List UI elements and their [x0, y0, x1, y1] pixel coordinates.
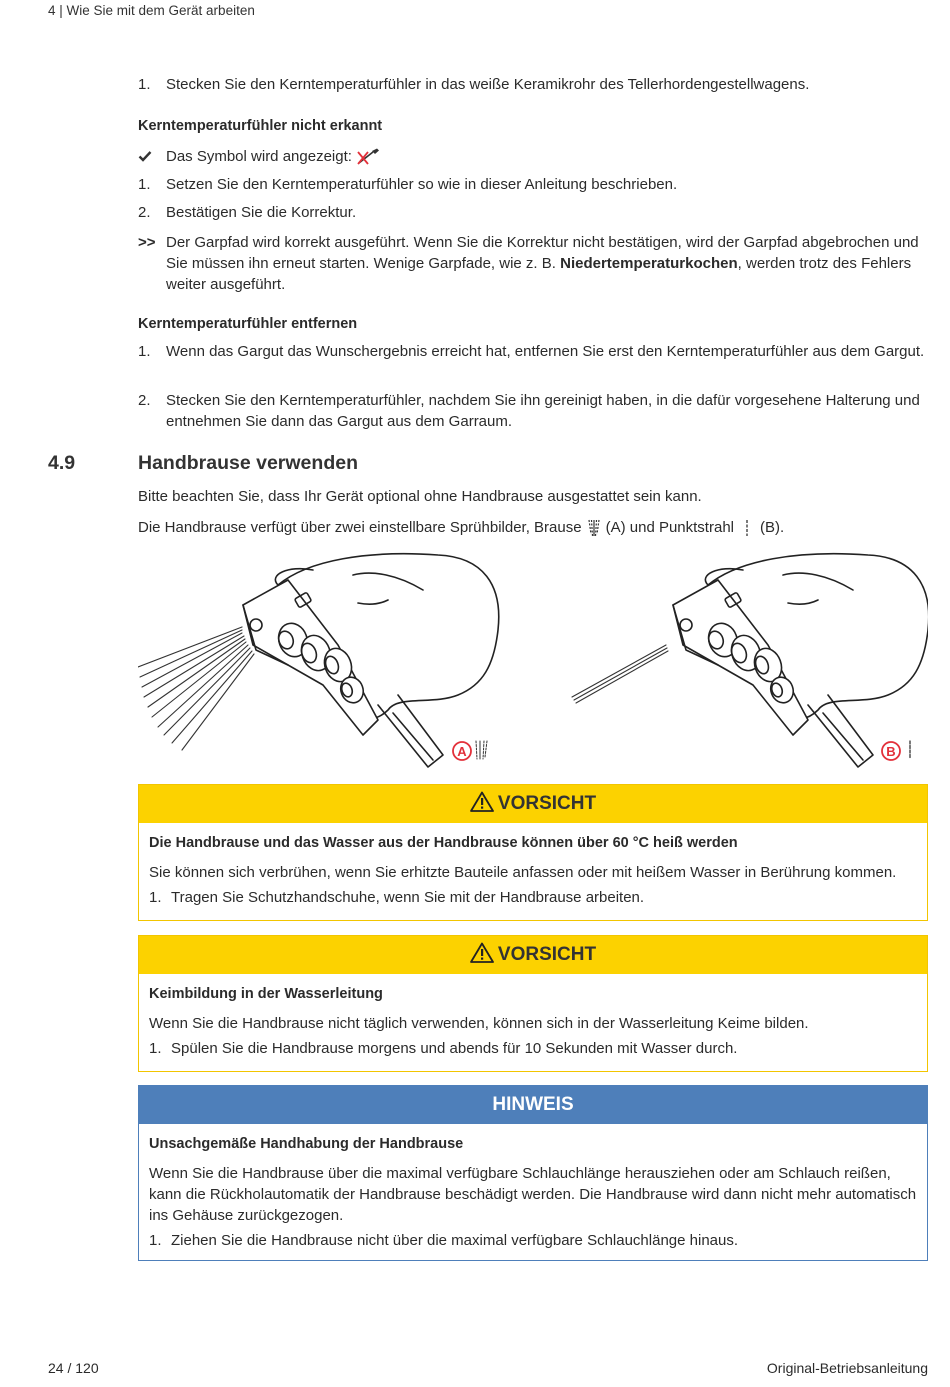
- notice-heading: Unsachgemäße Handhabung der Handbrause: [149, 1136, 464, 1152]
- page-number: 24 / 120: [48, 1360, 99, 1376]
- step-item: [138, 202, 928, 223]
- result-marker: >>: [138, 234, 156, 251]
- step-number: 2.: [138, 204, 151, 221]
- hand-shower-figure: [138, 545, 928, 773]
- result-item: [138, 232, 928, 295]
- warning-heading: Die Handbrause und das Wasser aus der Handbrause können über 60 °C heiß werden: [149, 835, 738, 851]
- warning-heading: Keimbildung in der Wasserleitung: [149, 986, 383, 1002]
- warning-text: Sie können sich verbrühen, wenn Sie erhitzte Bauteile anfassen oder mit heißem Wasser in Berührung kommen.: [149, 864, 897, 881]
- document-title: Original-Betriebsanleitung: [766, 1360, 928, 1376]
- result-text: Der Garpfad wird korrekt ausgeführt. Wenn Sie die Korrektur nicht bestätigen, wird der Garpfad abgebrochen und Sie müssen ihn erneut starten. Wenige Garpfade, wie z. B. Niedertemperaturkochen, werden trotz des Fehlers weiter ausgeführt.: [166, 234, 919, 293]
- notice-step: 1. Ziehen Sie die Handbrause nicht über die maximal verfügbare Schlauchlänge hinaus.: [149, 1232, 739, 1249]
- figure-label-b: B: [886, 744, 896, 759]
- probe-not-detected-icon: [356, 148, 380, 166]
- step-number: 2.: [138, 392, 151, 409]
- subheading-remove: Kerntemperaturfühler entfernen: [138, 316, 358, 332]
- subheading-not-detected: Kerntemperaturfühler nicht erkannt: [138, 118, 383, 134]
- warning-banner-text: VORSICHT: [497, 944, 597, 965]
- section-paragraph: Die Handbrause verfügt über zwei einstellbare Sprühbilder, Brause (A) und Punktstrahl (B).: [138, 519, 785, 536]
- warning-banner: [139, 936, 927, 974]
- warning-step: 1. Spülen Sie die Handbrause morgens und abends für 10 Sekunden mit Wasser durch.: [149, 1040, 738, 1057]
- step-item: [138, 341, 928, 362]
- warning-triangle-icon: [470, 942, 494, 963]
- warning-box-hot: [138, 784, 928, 921]
- intro-step: [138, 74, 928, 95]
- step-number: 1.: [138, 176, 151, 193]
- warning-banner-text: VORSICHT: [497, 793, 597, 814]
- result-bold-term: Niedertemperaturkochen: [560, 255, 738, 272]
- hand-shower-jet-illustration: [572, 554, 928, 767]
- notice-banner: HINWEIS: [139, 1086, 927, 1124]
- warning-text: Wenn Sie die Handbrause nicht täglich verwenden, können sich in der Wasserleitung Keime bilden.: [149, 1015, 809, 1032]
- step-text: Setzen Sie den Kerntemperaturfühler so wie in dieser Anleitung beschrieben.: [166, 176, 678, 193]
- hand-shower-spray-illustration: [138, 554, 499, 767]
- step-text: Stecken Sie den Kerntemperaturfühler, nachdem Sie ihn gereinigt haben, in die dafür vorgesehene Halterung und entnehmen Sie dann das Gargut aus dem Garraum.: [166, 392, 920, 430]
- step-item: [138, 390, 928, 432]
- step-text: Stecken Sie den Kerntemperaturfühler in das weiße Keramikrohr des Tellerhordengestellwagens.: [166, 76, 810, 93]
- step-text: Bestätigen Sie die Korrektur.: [166, 204, 357, 221]
- figure-label-a: A: [457, 744, 467, 759]
- notice-box: [138, 1085, 928, 1261]
- step-number: 1.: [138, 76, 151, 93]
- jet-icon: [744, 519, 750, 537]
- warning-step: 1. Tragen Sie Schutzhandschuhe, wenn Sie mit der Handbrause arbeiten.: [149, 889, 645, 906]
- checkmark-icon: [138, 149, 166, 163]
- warning-triangle-icon: [470, 791, 494, 812]
- section-title: Handbrause verwenden: [138, 452, 358, 474]
- step-item: [138, 174, 928, 195]
- spray-icon: [586, 519, 602, 537]
- notice-text: Wenn Sie die Handbrause über die maximal verfügbare Schlauchlänge herausziehen oder am Schlauch reißen, kann die Rückholautomatik der Handbrause beschädigt werden. Die Handbrause wird dann nicht mehr automatisch ins Gehäuse zurückgezogen.: [149, 1165, 917, 1224]
- running-header: 4 | Wie Sie mit dem Gerät arbeiten: [48, 3, 255, 18]
- warning-banner: [139, 785, 927, 823]
- section-number: 4.9: [48, 452, 76, 474]
- check-text: Das Symbol wird angezeigt:: [166, 148, 352, 165]
- section-paragraph: Bitte beachten Sie, dass Ihr Gerät optional ohne Handbrause ausgestattet sein kann.: [138, 488, 702, 505]
- step-number: 1.: [138, 343, 151, 360]
- step-text: Wenn das Gargut das Wunschergebnis erreicht hat, entfernen Sie erst den Kerntemperaturfühler aus dem Gargut.: [166, 343, 925, 360]
- check-item: [138, 146, 928, 167]
- warning-box-germs: [138, 935, 928, 1072]
